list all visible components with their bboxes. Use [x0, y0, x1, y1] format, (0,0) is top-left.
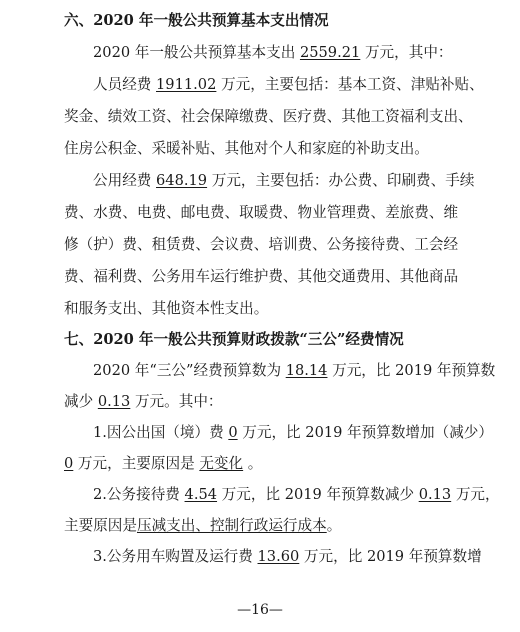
section-7-heading: 七、2020 年一般公共预算财政拨款“三公”经费情况 — [64, 331, 404, 348]
paragraph-line: 2020 年“三公”经费预算数为 18.14 万元，比 2019 年预算数 — [93, 362, 496, 379]
paragraph-line: 费、水费、电费、邮电费、取暖费、物业管理费、差旅费、维 — [64, 204, 459, 221]
paragraph-line: 人员经费 1911.02 万元，主要包括：基本工资、津贴补贴、 — [93, 76, 484, 93]
paragraph-line: 3.公务用车购置及运行费 13.60 万元，比 2019 年预算数增 — [93, 548, 482, 565]
paragraph-line: 2020 年一般公共预算基本支出 2559.21 万元，其中： — [93, 44, 453, 61]
paragraph-line: 修（护）费、租赁费、会议费、培训费、公务接待费、工会经 — [64, 236, 459, 253]
paragraph-line: 0 万元，主要原因是 无变化 。 — [64, 455, 263, 472]
paragraph-line: 费、福利费、公务用车运行维护费、其他交通费用、其他商品 — [64, 268, 459, 285]
paragraph-line: 和服务支出、其他资本性支出。 — [64, 300, 269, 317]
paragraph-line: 公用经费 648.19 万元，主要包括：办公费、印刷费、手续 — [93, 172, 475, 189]
paragraph-line: 1.因公出国（境）费 0 万元，比 2019 年预算数增加（减少） — [93, 424, 493, 441]
paragraph-line: 减少 0.13 万元。其中： — [64, 393, 223, 410]
paragraph-line: 主要原因是压减支出、控制行政运行成本。 — [64, 517, 342, 534]
paragraph-line: 住房公积金、采暖补贴、其他对个人和家庭的补助支出。 — [64, 140, 429, 157]
page-number: —16— — [237, 602, 283, 618]
paragraph-line: 奖金、绩效工资、社会保障缴费、医疗费、其他工资福利支出、 — [64, 108, 473, 125]
paragraph-line: 2.公务接待费 4.54 万元，比 2019 年预算数减少 0.13 万元， — [93, 486, 500, 503]
section-6-heading: 六、2020 年一般公共预算基本支出情况 — [64, 12, 329, 29]
